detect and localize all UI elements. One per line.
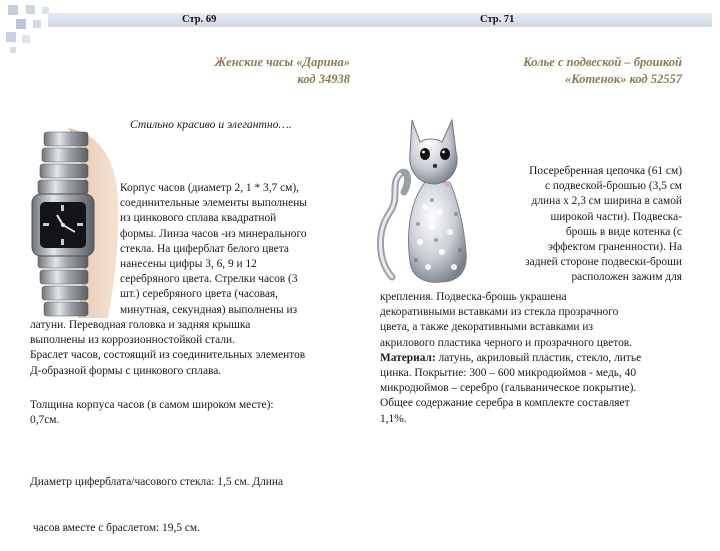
cat-brooch-image (370, 112, 490, 287)
text-line: эффектом граненности). На (548, 241, 682, 254)
text-line: с подвеской-брошью (3,5 см (544, 180, 682, 193)
watch-image (28, 128, 120, 318)
text-line: цинка. Покрытие: 300 – 600 микродюймов - медь, 40 (380, 367, 637, 380)
text-line: Диаметр циферблата/часового стекла: 1,5 см. Длина (30, 476, 284, 489)
text-line: 1,1%. (380, 412, 407, 425)
text-line: серебряного цвета. Стрелки часов (3 (120, 273, 298, 286)
text-line: декоративными вставками из стекла прозрачного (380, 306, 619, 319)
text-line: акрилового пластика черного и прозрачного цветов. (380, 336, 633, 349)
text-line: выполнены из коррозионностойкой стали. (30, 334, 235, 347)
product-title-right: Колье с подвеской – брошкой «Котенок» код 52557 (523, 55, 682, 86)
decor-square (10, 47, 16, 53)
description-left (120, 181, 360, 318)
text-line: формы. Линза часов -из минерального (120, 227, 307, 240)
decor-square (8, 5, 18, 15)
description-left-cont (30, 318, 360, 379)
product-title-left: Женские часы «Дарина» код 34938 (214, 55, 350, 86)
text-line: из цинкового сплава квадратной (120, 212, 277, 225)
text-line: задней стороне подвески-броши (525, 256, 682, 269)
thickness-text (30, 398, 360, 428)
decor-square (16, 19, 26, 29)
text-line: Общее содержание серебра в комплекте составляет (380, 397, 630, 410)
text-line: нанесены цифры 3, 6, 9 и 12 (120, 258, 257, 271)
diameter-text (30, 445, 360, 551)
text-line: брошь в виде котенка (с (565, 225, 682, 238)
slogan: Стильно красиво и элегантно…. (130, 118, 292, 131)
text-line: шт.) серебряного цвета (часовая, (120, 288, 279, 301)
text-line: Толщина корпуса часов (в самом широком месте): (30, 399, 274, 411)
page-number-left: Стр. 69 (182, 14, 217, 25)
decor-square (33, 20, 41, 28)
text-line: цвета, а также декоративными вставками из (380, 321, 593, 334)
material-label: Материал: (380, 351, 436, 364)
description-right (480, 164, 682, 286)
text-line: широкой части). Подвеска- (550, 210, 682, 223)
text-line: стекла. На циферблат белого цвета (120, 242, 289, 255)
text-line: крепления. Подвеска-брошь украшена (380, 291, 567, 303)
header-bar (48, 13, 712, 27)
text-line: Д-образной формы с цинкового сплава. (30, 364, 222, 377)
text-line: микродюймов – серебро (гальваническое покрытие). (380, 382, 637, 395)
text-line: Посеребренная цепочка (61 см) (529, 165, 682, 177)
text-line: Браслет часов, состоящий из соединительных элементов (30, 349, 306, 362)
text-line: соединительные элементы выполнены (120, 197, 307, 210)
text-line: длина х 2,3 см ширина в самой (531, 195, 682, 208)
decor-square (42, 7, 49, 14)
description-right-cont (380, 290, 700, 427)
text-line: минутная, секундная) выполнены из (120, 303, 298, 316)
text-line: латуни. Переводная головка и задняя крышка (30, 319, 251, 331)
text-line: расположен зажим для (571, 271, 682, 284)
material-line: Материал: латунь, акриловый пластик, стекло, литье (380, 351, 642, 364)
text-line: 0,7см. (30, 414, 60, 427)
text-line: Корпус часов (диаметр 2, 1 * 3,7 см), (120, 182, 300, 194)
text-line: часов вместе с браслетом: 19,5 см. (30, 522, 200, 535)
page-number-right: Стр. 71 (480, 14, 515, 25)
decor-square (6, 32, 16, 42)
decor-square (26, 5, 35, 14)
decor-square (22, 35, 30, 43)
